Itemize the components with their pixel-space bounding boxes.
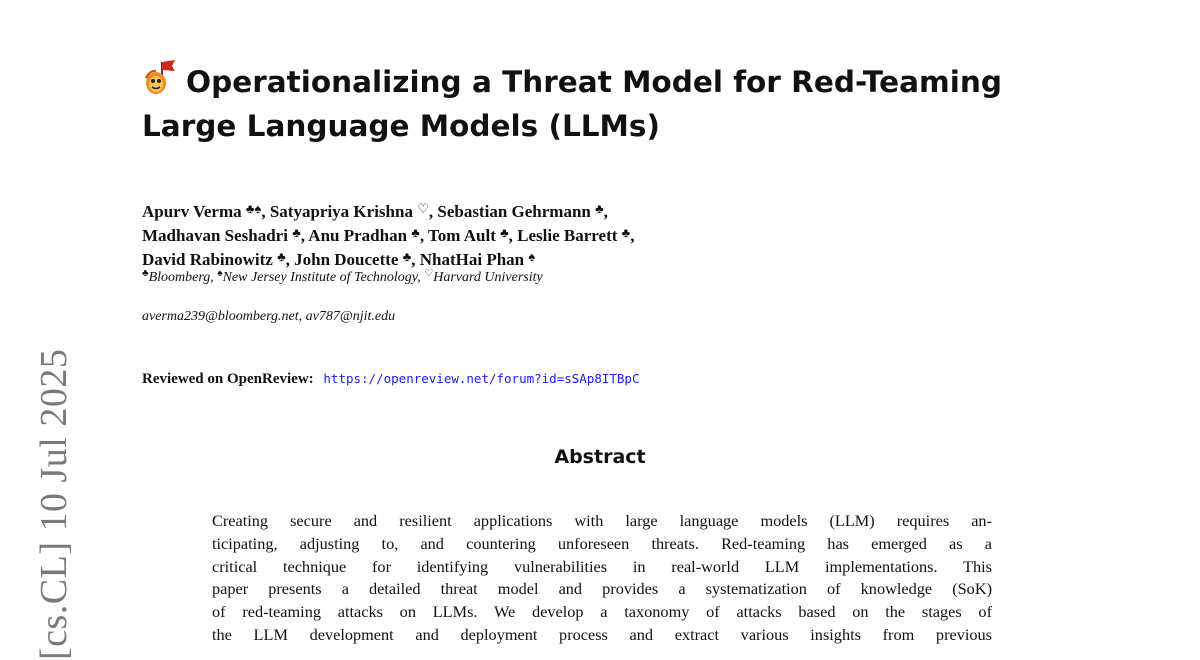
red-team-flag-character-icon (142, 58, 178, 96)
author-name: Sebastian Gehrmann (437, 202, 591, 221)
abstract-line: Creating secure and resilient applications with large language models (LLM) requires an- (212, 511, 992, 530)
author-affiliation-symbol: ♣ (292, 225, 301, 240)
paper-title (142, 58, 1042, 148)
author-affiliation-symbol: ♣ (621, 225, 631, 240)
author-affiliation-symbol: ♣ (595, 201, 604, 216)
abstract-line: paper presents a detailed threat model and provides a systematization of knowledge (SoK) (212, 579, 992, 599)
author-affiliation-symbol: ♠ (528, 249, 536, 264)
review-label: Reviewed on OpenReview: (142, 371, 314, 387)
affiliations: ♣Bloomberg, ♠New Jersey Institute of Technology, ♡Harvard University (142, 268, 543, 285)
author-affiliation-symbol: ♣ (402, 249, 412, 264)
author-name: Anu Pradhan (308, 226, 408, 245)
author-affiliation-symbol: ♣ (277, 249, 286, 264)
author-list (142, 198, 962, 270)
author-affiliation-symbol: ♣ (411, 225, 420, 240)
abstract-line: critical technique for identifying vulnerabilities in real-world LLM implementations. This (212, 556, 992, 576)
abstract-text (212, 510, 992, 647)
author-name: Madhavan Seshadri (142, 226, 288, 245)
author-name: Apurv Verma (142, 202, 242, 221)
abstract-line: ticipating, adjusting to, and countering unforeseen threats. Red-teaming has emerged as a (212, 533, 992, 553)
affiliation-symbol: ♠ (217, 268, 223, 279)
author-line: Madhavan Seshadri ♣, Anu Pradhan ♣, Tom Ault ♣, Leslie Barrett ♣, (142, 225, 635, 245)
review-notice (142, 371, 639, 388)
author-name: Satyapriya Krishna (269, 202, 413, 221)
affiliation-symbol: ♣ (142, 268, 149, 279)
author-name: Leslie Barrett (517, 226, 618, 245)
author-name: David Rabinowitz (142, 250, 273, 269)
abstract-heading: Abstract (554, 446, 646, 468)
author-name: Tom Ault (428, 226, 496, 245)
affiliation-name: New Jersey Institute of Technology (222, 270, 418, 285)
arxiv-sidebar (24, 340, 84, 660)
affiliation-name: Harvard University (433, 270, 543, 285)
abstract-line: of red-teaming attacks on LLMs. We develop a taxonomy of attacks based on the stages of (212, 602, 992, 622)
affiliation-symbol: ♡ (424, 268, 434, 279)
author-name: NhatHai Phan (419, 250, 525, 269)
author-line: David Rabinowitz ♣, John Doucette ♣, NhatHai Phan ♠ (142, 249, 536, 269)
affiliation-name: Bloomberg (148, 270, 211, 285)
arxiv-identifier: [cs.CL] 10 Jul 2025 (33, 348, 75, 660)
contact-emails: averma239@bloomberg.net, av787@njit.edu (142, 309, 396, 324)
author-affiliation-symbol: ♣ (500, 225, 509, 240)
author-line: Apurv Verma ♣♠, Satyapriya Krishna ♡, Sebastian Gehrmann ♣, (142, 201, 608, 221)
paper-title-line-1: Operationalizing a Threat Model for Red-Teaming (186, 65, 1002, 99)
paper-title-line-2: Large Language Models (LLMs) (142, 109, 660, 143)
author-affiliation-symbol: ♣♠ (245, 201, 262, 216)
abstract-line: the LLM development and deployment process and extract various insights from previous (212, 624, 992, 644)
openreview-link[interactable]: https://openreview.net/forum?id=sSAp8ITBpC (323, 371, 640, 386)
author-name: John Doucette (294, 250, 399, 269)
author-affiliation-symbol: ♡ (417, 201, 429, 216)
